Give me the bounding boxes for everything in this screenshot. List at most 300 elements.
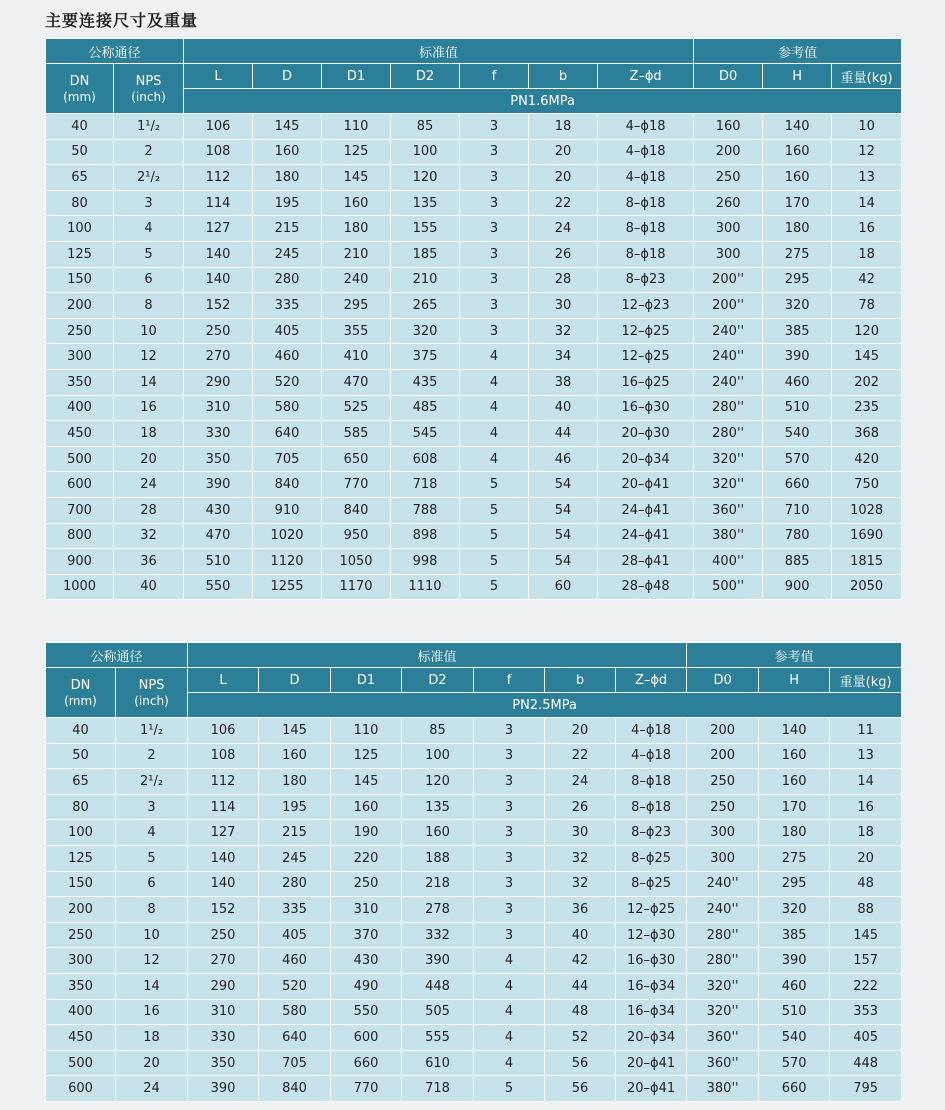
col-header-l: L bbox=[188, 668, 259, 693]
table-cell: 112 bbox=[188, 769, 259, 795]
table-cell: 300 bbox=[687, 820, 759, 846]
table-cell: 12 bbox=[114, 344, 184, 370]
table-cell: 350 bbox=[46, 973, 116, 999]
table-row bbox=[46, 549, 902, 575]
table-cell: 570 bbox=[759, 1050, 830, 1076]
table-cell: 840 bbox=[253, 472, 322, 498]
table-cell: 16–ϕ34 bbox=[616, 999, 687, 1025]
table-cell: 240'' bbox=[694, 369, 763, 395]
table-row bbox=[46, 497, 902, 523]
table-cell: 350 bbox=[184, 446, 253, 472]
table-cell: 12–ϕ25 bbox=[598, 318, 694, 344]
table-cell: 705 bbox=[253, 446, 322, 472]
table-cell: 150 bbox=[46, 267, 114, 293]
dn-label: DN bbox=[69, 73, 90, 89]
table-cell: 8 bbox=[116, 897, 188, 923]
table-cell: 4 bbox=[460, 395, 529, 421]
table-cell: 3 bbox=[460, 165, 529, 191]
table-cell: 6 bbox=[116, 871, 188, 897]
table-cell: 44 bbox=[529, 421, 598, 447]
table-cell: 12–ϕ25 bbox=[598, 344, 694, 370]
table-cell: 250 bbox=[46, 922, 116, 948]
table-cell: 310 bbox=[331, 897, 402, 923]
table-cell: 30 bbox=[529, 293, 598, 319]
table-cell: 20–ϕ41 bbox=[616, 1050, 687, 1076]
table-cell: 750 bbox=[832, 472, 902, 498]
table-cell: 270 bbox=[184, 344, 253, 370]
table-cell: 5 bbox=[460, 574, 529, 600]
table-cell: 240 bbox=[322, 267, 391, 293]
table-cell: 405 bbox=[830, 1025, 902, 1051]
col-header-d1: D1 bbox=[331, 668, 402, 693]
table-cell: 20 bbox=[116, 1050, 188, 1076]
table-cell: 150 bbox=[46, 871, 116, 897]
table-cell: 80 bbox=[46, 794, 116, 820]
table-cell: 8–ϕ23 bbox=[616, 820, 687, 846]
table-row bbox=[46, 395, 902, 421]
col-header-b: b bbox=[529, 64, 598, 89]
table-cell: 350 bbox=[46, 369, 114, 395]
table-cell: 78 bbox=[832, 293, 902, 319]
table-row bbox=[46, 446, 902, 472]
table-cell: 108 bbox=[188, 743, 259, 769]
table-cell: 135 bbox=[402, 794, 474, 820]
table-cell: 660 bbox=[759, 1076, 830, 1102]
table-row bbox=[46, 190, 902, 216]
table-cell: 26 bbox=[545, 794, 616, 820]
col-header-d2: D2 bbox=[402, 668, 474, 693]
table-cell: 5 bbox=[460, 549, 529, 575]
table-cell: 800 bbox=[46, 523, 114, 549]
table-cell: 28–ϕ48 bbox=[598, 574, 694, 600]
table-cell: 390 bbox=[759, 948, 830, 974]
table-row bbox=[46, 845, 902, 871]
table-cell: 3 bbox=[460, 190, 529, 216]
table-cell: 5 bbox=[114, 241, 184, 267]
table-cell: 4 bbox=[116, 820, 188, 846]
table-cell: 245 bbox=[259, 845, 331, 871]
col-header-h: H bbox=[759, 668, 830, 693]
table-cell: 160 bbox=[259, 743, 331, 769]
table-cell: 152 bbox=[188, 897, 259, 923]
table-row bbox=[46, 948, 902, 974]
table-cell: 1690 bbox=[832, 523, 902, 549]
table-cell: 640 bbox=[259, 1025, 331, 1051]
table-cell: 510 bbox=[759, 999, 830, 1025]
table-cell: 8–ϕ18 bbox=[598, 190, 694, 216]
table-cell: 998 bbox=[391, 549, 460, 575]
table-cell: 585 bbox=[322, 421, 391, 447]
table-cell: 42 bbox=[545, 948, 616, 974]
table-cell: 280 bbox=[259, 871, 331, 897]
table-cell: 3 bbox=[474, 820, 545, 846]
table-cell: 435 bbox=[391, 369, 460, 395]
table-cell: 120 bbox=[391, 165, 460, 191]
table-cell: 46 bbox=[529, 446, 598, 472]
table-cell: 885 bbox=[763, 549, 832, 575]
table-cell: 100 bbox=[46, 820, 116, 846]
table-cell: 180 bbox=[253, 165, 322, 191]
dn-header bbox=[46, 668, 116, 718]
table-cell: 16 bbox=[114, 395, 184, 421]
table-cell: 3 bbox=[114, 190, 184, 216]
table-cell: 350 bbox=[188, 1050, 259, 1076]
table-cell: 114 bbox=[188, 794, 259, 820]
table-cell: 4 bbox=[460, 421, 529, 447]
table-cell: 40 bbox=[529, 395, 598, 421]
table-cell: 4 bbox=[460, 344, 529, 370]
table-row bbox=[46, 743, 902, 769]
table-cell: 2 bbox=[116, 743, 188, 769]
table-cell: 40 bbox=[545, 922, 616, 948]
table-cell: 900 bbox=[763, 574, 832, 600]
table-cell: 355 bbox=[322, 318, 391, 344]
table-cell: 120 bbox=[402, 769, 474, 795]
table-cell: 160 bbox=[763, 165, 832, 191]
table-cell: 48 bbox=[830, 871, 902, 897]
table-cell: 180 bbox=[763, 216, 832, 242]
table-cell: 3 bbox=[474, 743, 545, 769]
table-cell: 10 bbox=[832, 114, 902, 140]
table-cell: 520 bbox=[259, 973, 331, 999]
table-cell: 20 bbox=[529, 139, 598, 165]
table-cell: 505 bbox=[402, 999, 474, 1025]
table-cell: 18 bbox=[114, 421, 184, 447]
table-cell: 950 bbox=[322, 523, 391, 549]
table-row bbox=[46, 523, 902, 549]
table-cell: 240'' bbox=[694, 344, 763, 370]
col-header-d0: D0 bbox=[687, 668, 759, 693]
table-cell: 788 bbox=[391, 497, 460, 523]
table-cell: 470 bbox=[184, 523, 253, 549]
table-cell: 485 bbox=[391, 395, 460, 421]
table-cell: 200 bbox=[687, 718, 759, 744]
table-cell: 127 bbox=[188, 820, 259, 846]
table-cell: 385 bbox=[763, 318, 832, 344]
table-cell: 278 bbox=[402, 897, 474, 923]
table-cell: 295 bbox=[322, 293, 391, 319]
table-cell: 1815 bbox=[832, 549, 902, 575]
col-header-d1: D1 bbox=[322, 64, 391, 89]
table-cell: 718 bbox=[402, 1076, 474, 1102]
table-cell: 380'' bbox=[694, 523, 763, 549]
table-cell: 56 bbox=[545, 1076, 616, 1102]
table-cell: 3 bbox=[460, 114, 529, 140]
table-cell: 5 bbox=[460, 497, 529, 523]
table-cell: 1110 bbox=[391, 574, 460, 600]
table-cell: 54 bbox=[529, 472, 598, 498]
table-cell: 295 bbox=[759, 871, 830, 897]
col-header-d2: D2 bbox=[391, 64, 460, 89]
table-cell: 3 bbox=[460, 216, 529, 242]
table-cell: 300 bbox=[687, 845, 759, 871]
table-cell: 36 bbox=[545, 897, 616, 923]
table-cell: 270 bbox=[188, 948, 259, 974]
table-cell: 160 bbox=[759, 743, 830, 769]
table-cell: 20 bbox=[830, 845, 902, 871]
nps-unit: (inch) bbox=[131, 89, 166, 104]
table-cell: 50 bbox=[46, 139, 114, 165]
table-cell: 900 bbox=[46, 549, 114, 575]
table-cell: 280'' bbox=[694, 421, 763, 447]
table-cell: 3 bbox=[474, 922, 545, 948]
table-cell: 34 bbox=[529, 344, 598, 370]
table-row bbox=[46, 1025, 902, 1051]
standard-value-header: 标准值 bbox=[184, 39, 694, 64]
table-cell: 80 bbox=[46, 190, 114, 216]
col-header-weight: 重量(kg) bbox=[832, 64, 902, 89]
table-cell: 13 bbox=[830, 743, 902, 769]
table-cell: 540 bbox=[759, 1025, 830, 1051]
table-cell: 16–ϕ34 bbox=[616, 973, 687, 999]
table-cell: 157 bbox=[830, 948, 902, 974]
table-cell: 12 bbox=[832, 139, 902, 165]
table-row bbox=[46, 421, 902, 447]
table-row bbox=[46, 369, 902, 395]
table-cell: 500'' bbox=[694, 574, 763, 600]
table-cell: 195 bbox=[259, 794, 331, 820]
table-cell: 525 bbox=[322, 395, 391, 421]
table-row bbox=[46, 267, 902, 293]
table-cell: 85 bbox=[391, 114, 460, 140]
table-cell: 335 bbox=[259, 897, 331, 923]
table-cell: 510 bbox=[763, 395, 832, 421]
table-cell: 110 bbox=[322, 114, 391, 140]
dn-label: DN bbox=[70, 677, 91, 693]
table-cell: 520 bbox=[253, 369, 322, 395]
table-cell: 8–ϕ18 bbox=[616, 794, 687, 820]
table-cell: 160 bbox=[253, 139, 322, 165]
table-cell: 8–ϕ25 bbox=[616, 845, 687, 871]
table-cell: 275 bbox=[759, 845, 830, 871]
table-cell: 56 bbox=[545, 1050, 616, 1076]
table-cell: 4 bbox=[460, 446, 529, 472]
table-cell: 65 bbox=[46, 769, 116, 795]
table-cell: 353 bbox=[830, 999, 902, 1025]
table-cell: 320'' bbox=[694, 472, 763, 498]
table-cell: 405 bbox=[259, 922, 331, 948]
table-cell: 290 bbox=[188, 973, 259, 999]
table-cell: 200'' bbox=[694, 293, 763, 319]
col-header-l: L bbox=[184, 64, 253, 89]
table-cell: 22 bbox=[545, 743, 616, 769]
table-cell: 390 bbox=[188, 1076, 259, 1102]
table-cell: 44 bbox=[545, 973, 616, 999]
table-cell: 145 bbox=[322, 165, 391, 191]
table-row bbox=[46, 216, 902, 242]
table-cell: 300 bbox=[694, 216, 763, 242]
table-cell: 32 bbox=[529, 318, 598, 344]
table-cell: 12–ϕ30 bbox=[616, 922, 687, 948]
table-cell: 24–ϕ41 bbox=[598, 497, 694, 523]
nominal-size-header: 公称通径 bbox=[46, 39, 184, 64]
table-cell: 145 bbox=[259, 718, 331, 744]
table-cell: 295 bbox=[763, 267, 832, 293]
table-cell: 460 bbox=[763, 369, 832, 395]
table-cell: 170 bbox=[763, 190, 832, 216]
table-cell: 14 bbox=[114, 369, 184, 395]
table-cell: 320'' bbox=[687, 973, 759, 999]
table-cell: 106 bbox=[188, 718, 259, 744]
table-cell: 250 bbox=[188, 922, 259, 948]
table-cell: 1028 bbox=[832, 497, 902, 523]
table-cell: 40 bbox=[46, 114, 114, 140]
table-cell: 580 bbox=[259, 999, 331, 1025]
table-cell: 3 bbox=[474, 794, 545, 820]
table-cell: 16 bbox=[116, 999, 188, 1025]
table-cell: 320 bbox=[763, 293, 832, 319]
table-cell: 260 bbox=[694, 190, 763, 216]
col-header-f: f bbox=[460, 64, 529, 89]
table-cell: 1120 bbox=[253, 549, 322, 575]
table-cell: 1¹/₂ bbox=[116, 718, 188, 744]
table-cell: 28–ϕ41 bbox=[598, 549, 694, 575]
table-cell: 1000 bbox=[46, 574, 114, 600]
table-cell: 222 bbox=[830, 973, 902, 999]
table-cell: 160 bbox=[694, 114, 763, 140]
table-cell: 26 bbox=[529, 241, 598, 267]
table-cell: 6 bbox=[114, 267, 184, 293]
table-row bbox=[46, 241, 902, 267]
table-cell: 16 bbox=[830, 794, 902, 820]
table-cell: 5 bbox=[474, 1076, 545, 1102]
table-cell: 10 bbox=[116, 922, 188, 948]
reference-value-header: 参考值 bbox=[687, 643, 902, 668]
table-cell: 898 bbox=[391, 523, 460, 549]
table-cell: 4–ϕ18 bbox=[616, 718, 687, 744]
dn-unit: (mm) bbox=[64, 693, 97, 708]
col-header-weight: 重量(kg) bbox=[830, 668, 902, 693]
table-cell: 450 bbox=[46, 421, 114, 447]
table-cell: 5 bbox=[460, 472, 529, 498]
table-cell: 385 bbox=[759, 922, 830, 948]
table-cell: 460 bbox=[253, 344, 322, 370]
table-cell: 14 bbox=[116, 973, 188, 999]
table-cell: 160 bbox=[402, 820, 474, 846]
table-cell: 250 bbox=[687, 769, 759, 795]
table-cell: 235 bbox=[832, 395, 902, 421]
table-cell: 770 bbox=[331, 1076, 402, 1102]
table-cell: 24–ϕ41 bbox=[598, 523, 694, 549]
nps-header bbox=[116, 668, 188, 718]
table-cell: 20–ϕ34 bbox=[616, 1025, 687, 1051]
table-cell: 120 bbox=[832, 318, 902, 344]
table-row bbox=[46, 165, 902, 191]
table-cell: 430 bbox=[331, 948, 402, 974]
table-cell: 160 bbox=[763, 139, 832, 165]
table-cell: 16 bbox=[832, 216, 902, 242]
table-cell: 160 bbox=[331, 794, 402, 820]
table-cell: 18 bbox=[830, 820, 902, 846]
table-cell: 200 bbox=[46, 897, 116, 923]
table-cell: 280'' bbox=[694, 395, 763, 421]
table-cell: 545 bbox=[391, 421, 460, 447]
table-cell: 155 bbox=[391, 216, 460, 242]
table-cell: 3 bbox=[474, 871, 545, 897]
table-cell: 332 bbox=[402, 922, 474, 948]
table-cell: 380'' bbox=[687, 1076, 759, 1102]
table-cell: 335 bbox=[253, 293, 322, 319]
table-cell: 11 bbox=[830, 718, 902, 744]
table-cell: 390 bbox=[184, 472, 253, 498]
table-cell: 190 bbox=[331, 820, 402, 846]
nps-label: NPS bbox=[138, 677, 165, 693]
table-cell: 125 bbox=[322, 139, 391, 165]
table-cell: 16–ϕ30 bbox=[616, 948, 687, 974]
nps-header bbox=[114, 64, 184, 114]
table-cell: 1170 bbox=[322, 574, 391, 600]
table-cell: 490 bbox=[331, 973, 402, 999]
table-cell: 210 bbox=[391, 267, 460, 293]
table-cell: 4 bbox=[474, 1050, 545, 1076]
table-cell: 106 bbox=[184, 114, 253, 140]
table-cell: 570 bbox=[763, 446, 832, 472]
table-cell: 185 bbox=[391, 241, 460, 267]
table-cell: 390 bbox=[402, 948, 474, 974]
table-cell: 250 bbox=[46, 318, 114, 344]
table-cell: 200 bbox=[694, 139, 763, 165]
table-cell: 20 bbox=[529, 165, 598, 191]
table-cell: 3 bbox=[474, 769, 545, 795]
spec-table-pn16 bbox=[45, 38, 902, 600]
table-cell: 215 bbox=[253, 216, 322, 242]
table-cell: 114 bbox=[184, 190, 253, 216]
table-cell: 250 bbox=[331, 871, 402, 897]
table-cell: 1050 bbox=[322, 549, 391, 575]
table-cell: 210 bbox=[322, 241, 391, 267]
table-cell: 4–ϕ18 bbox=[598, 114, 694, 140]
nps-label: NPS bbox=[135, 73, 162, 89]
col-header-f: f bbox=[474, 668, 545, 693]
table-cell: 20 bbox=[545, 718, 616, 744]
col-header-d0: D0 bbox=[694, 64, 763, 89]
table-cell: 18 bbox=[116, 1025, 188, 1051]
table-cell: 36 bbox=[114, 549, 184, 575]
table-cell: 202 bbox=[832, 369, 902, 395]
table-cell: 88 bbox=[830, 897, 902, 923]
table-cell: 510 bbox=[184, 549, 253, 575]
table-cell: 140 bbox=[188, 845, 259, 871]
table-cell: 265 bbox=[391, 293, 460, 319]
table-cell: 310 bbox=[188, 999, 259, 1025]
table-cell: 330 bbox=[184, 421, 253, 447]
table-cell: 280 bbox=[253, 267, 322, 293]
table-row bbox=[46, 293, 902, 319]
table-cell: 580 bbox=[253, 395, 322, 421]
table-cell: 180 bbox=[322, 216, 391, 242]
table-cell: 28 bbox=[529, 267, 598, 293]
table-cell: 65 bbox=[46, 165, 114, 191]
page-title: 主要连接尺寸及重量 bbox=[45, 11, 199, 30]
table-cell: 3 bbox=[116, 794, 188, 820]
table-cell: 500 bbox=[46, 446, 114, 472]
table-cell: 200 bbox=[687, 743, 759, 769]
table-row bbox=[46, 114, 902, 140]
table-cell: 218 bbox=[402, 871, 474, 897]
table-cell: 4 bbox=[460, 369, 529, 395]
table-cell: 8–ϕ18 bbox=[598, 241, 694, 267]
table-cell: 3 bbox=[460, 139, 529, 165]
spec-table-pn25 bbox=[45, 642, 902, 1102]
table-cell: 8 bbox=[114, 293, 184, 319]
table-cell: 5 bbox=[460, 523, 529, 549]
table-cell: 140 bbox=[763, 114, 832, 140]
table-cell: 1020 bbox=[253, 523, 322, 549]
table-cell: 125 bbox=[46, 241, 114, 267]
table-cell: 400 bbox=[46, 395, 114, 421]
table-cell: 240'' bbox=[687, 871, 759, 897]
table-cell: 4 bbox=[474, 1025, 545, 1051]
